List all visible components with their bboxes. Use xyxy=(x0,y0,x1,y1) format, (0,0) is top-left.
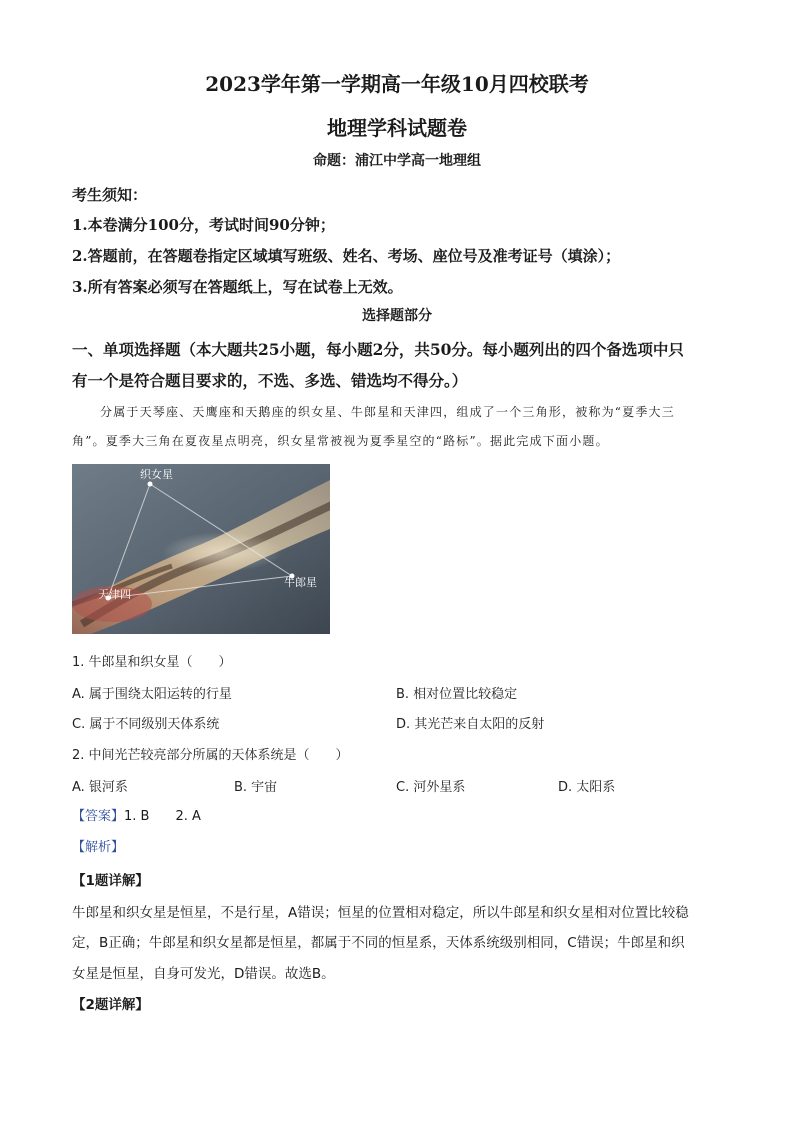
altair-label: 牛郎星 xyxy=(284,576,317,589)
detail-2-label: 【2题详解】 xyxy=(72,997,149,1013)
question-2-option-a: A. 银河系 xyxy=(72,780,128,795)
notice-heading: 考生须知： xyxy=(72,186,148,204)
question-2-option-b: B. 宇宙 xyxy=(234,780,278,795)
notice-item-1: 1.本卷满分100分，考试时间90分钟； xyxy=(72,216,335,234)
part-one-instructions-line1: 一、单项选择题（本大题共25小题，每小题2分，共50分。每小题列出的四个备选项中只 xyxy=(72,340,684,359)
question-1-option-c: C. 属于不同级别天体系统 xyxy=(72,717,220,732)
question-1-option-b: B. 相对位置比较稳定 xyxy=(396,687,518,702)
vega-label: 织女星 xyxy=(140,468,173,481)
notice-item-2: 2.答题前，在答题卷指定区域填写班级、姓名、考场、座位号及准考证号（填涂）； xyxy=(72,247,621,265)
exam-author: 命题：浦江中学高一地理组 xyxy=(313,153,481,169)
analysis-label: 【解析】 xyxy=(72,840,125,855)
answer-line xyxy=(72,805,201,824)
milky-way-image xyxy=(72,464,330,634)
summer-triangle-photo xyxy=(72,464,330,634)
question-2-stem: 2. 中间光芒较亮部分所属的天体系统是（ ） xyxy=(72,748,349,763)
detail-1-line2: 定，B正确；牛郎星和织女星都是恒星，都属于不同的恒星系，天体系统级别相同，C错误；牛郎星和织 xyxy=(72,935,685,951)
exam-subject-title: 地理学科试题卷 xyxy=(327,116,467,140)
detail-1-line3: 女星是恒星，自身可发光，D错误。故选B。 xyxy=(72,966,335,982)
part-one-instructions-line2: 有一个是符合题目要求的，不选、多选、错选均不得分。） xyxy=(72,371,468,390)
passage-line1: 分属于天琴座、天鹰座和天鹅座的织女星、牛郎星和天津四，组成了一个三角形，被称为“夏季大三 xyxy=(100,405,675,419)
detail-1-line1: 牛郎星和织女星是恒星，不是行星，A错误；恒星的位置相对稳定，所以牛郎星和织女星相对位置比较稳 xyxy=(72,905,689,921)
question-1-stem: 1. 牛郎星和织女星（ ） xyxy=(72,655,232,670)
answer-values: 1. B 2. A xyxy=(124,809,201,824)
deneb-label: 天津四 xyxy=(98,588,131,601)
notice-item-3: 3.所有答案必须写在答题纸上，写在试卷上无效。 xyxy=(72,278,403,296)
question-2-option-c: C. 河外星系 xyxy=(396,780,466,795)
answer-label: 【答案】 xyxy=(72,809,125,824)
question-2-option-d: D. 太阳系 xyxy=(558,780,616,795)
question-1-option-a: A. 属于围绕太阳运转的行星 xyxy=(72,687,232,702)
detail-1-label: 【1题详解】 xyxy=(72,873,149,889)
section-title: 选择题部分 xyxy=(362,308,432,324)
passage-line2: 角”。夏季大三角在夏夜星点明亮，织女星常被视为夏季星空的“路标”。据此完成下面小题。 xyxy=(72,434,609,448)
exam-title: 2023学年第一学期高一年级10月四校联考 xyxy=(205,72,589,96)
question-1-option-d: D. 其光芒来自太阳的反射 xyxy=(396,717,545,732)
